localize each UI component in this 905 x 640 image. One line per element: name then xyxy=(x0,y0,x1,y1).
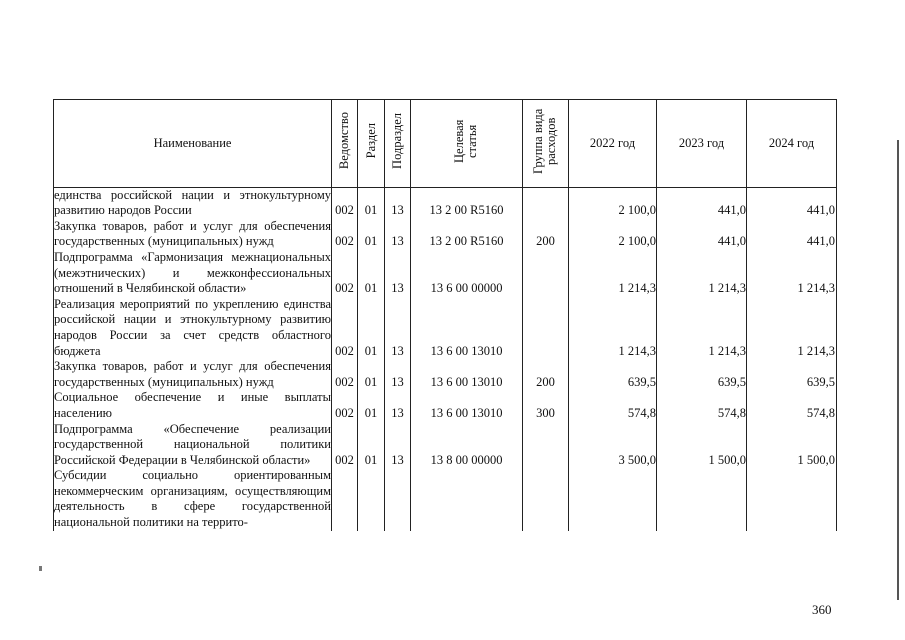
row-value-2024: 574,8 xyxy=(747,390,837,421)
row-article: 13 6 00 00000 xyxy=(411,250,523,297)
row-article: 13 2 00 R5160 xyxy=(411,187,523,219)
row-value-2022: 3 500,0 xyxy=(569,422,657,469)
row-value-2023: 441,0 xyxy=(657,219,747,250)
row-dept: 002 xyxy=(332,187,358,219)
row-subsection: 13 xyxy=(385,219,411,250)
table-row xyxy=(54,187,837,219)
table-header-row xyxy=(54,100,837,188)
row-group: 300 xyxy=(523,390,569,421)
row-value-2022 xyxy=(569,468,657,530)
row-name: Подпрограмма «Гармонизация межнациональных (межэтнических) и межконфессиональных отношений в Челябинской области» xyxy=(54,249,331,296)
row-group xyxy=(523,297,569,359)
row-value-2022: 574,8 xyxy=(569,390,657,421)
header-subsection: Подраздел xyxy=(385,100,411,188)
row-name: Закупка товаров, работ и услуг для обеспечения государственных (муниципальных) нужд xyxy=(54,218,331,249)
row-section xyxy=(358,468,385,530)
row-value-2022: 1 214,3 xyxy=(569,250,657,297)
budget-table xyxy=(53,99,837,531)
row-name: Закупка товаров, работ и услуг для обеспечения государственных (муниципальных) нужд xyxy=(54,359,331,389)
row-section: 01 xyxy=(358,187,385,219)
row-subsection: 13 xyxy=(385,422,411,469)
scan-mark xyxy=(39,566,42,571)
row-value-2023: 1 214,3 xyxy=(657,250,747,297)
row-value-2023 xyxy=(657,468,747,530)
row-group xyxy=(523,468,569,530)
row-value-2024: 639,5 xyxy=(747,359,837,390)
header-expense-group: Группа вида расходов xyxy=(523,100,569,188)
row-dept xyxy=(332,468,358,530)
row-value-2024: 1 500,0 xyxy=(747,422,837,469)
row-value-2023: 1 214,3 xyxy=(657,297,747,359)
row-dept: 002 xyxy=(332,359,358,390)
row-dept: 002 xyxy=(332,297,358,359)
row-value-2022: 2 100,0 xyxy=(569,187,657,219)
row-name: Субсидии социально ориентированным некоммерческим организациям, осуществляющим деятельность в сфере государственной национальной политики на террито- xyxy=(54,468,331,530)
row-subsection: 13 xyxy=(385,359,411,390)
table-row xyxy=(54,422,837,469)
row-dept: 002 xyxy=(332,422,358,469)
header-2024: 2024 год xyxy=(747,100,837,188)
page-number: 360 xyxy=(812,602,832,617)
row-section: 01 xyxy=(358,219,385,250)
row-group: 200 xyxy=(523,359,569,390)
table-row xyxy=(54,468,837,530)
row-section: 01 xyxy=(358,250,385,297)
row-section: 01 xyxy=(358,390,385,421)
row-article: 13 8 00 00000 xyxy=(411,422,523,469)
row-name: Реализация мероприятий по укреплению единства российской нации и этнокультурному развитию народов России за счет средств областного бюджета xyxy=(54,296,331,358)
row-value-2023: 639,5 xyxy=(657,359,747,390)
row-section: 01 xyxy=(358,422,385,469)
row-value-2024: 441,0 xyxy=(747,219,837,250)
row-group xyxy=(523,422,569,469)
row-section: 01 xyxy=(358,359,385,390)
row-dept: 002 xyxy=(332,219,358,250)
header-department: Ведомство xyxy=(332,100,358,188)
row-name: Подпрограмма «Обеспечение реализации государственной национальной политики Российской Федерации в Челябинской области» xyxy=(54,421,331,467)
row-dept: 002 xyxy=(332,390,358,421)
row-value-2023: 1 500,0 xyxy=(657,422,747,469)
row-subsection: 13 xyxy=(385,187,411,219)
table-row xyxy=(54,219,837,250)
row-value-2024: 441,0 xyxy=(747,187,837,219)
header-name: Наименование xyxy=(54,100,332,188)
row-value-2024: 1 214,3 xyxy=(747,297,837,359)
header-target-article: Целевая статья xyxy=(411,100,523,188)
row-group xyxy=(523,250,569,297)
row-value-2022: 2 100,0 xyxy=(569,219,657,250)
row-article xyxy=(411,468,523,530)
row-article: 13 2 00 R5160 xyxy=(411,219,523,250)
row-section: 01 xyxy=(358,297,385,359)
row-value-2022: 1 214,3 xyxy=(569,297,657,359)
row-subsection: 13 xyxy=(385,250,411,297)
row-value-2023: 574,8 xyxy=(657,390,747,421)
row-subsection: 13 xyxy=(385,390,411,421)
header-section: Раздел xyxy=(358,100,385,188)
row-article: 13 6 00 13010 xyxy=(411,359,523,390)
row-article: 13 6 00 13010 xyxy=(411,297,523,359)
row-value-2024: 1 214,3 xyxy=(747,250,837,297)
row-article: 13 6 00 13010 xyxy=(411,390,523,421)
table-row xyxy=(54,359,837,390)
row-value-2024 xyxy=(747,468,837,530)
table-row xyxy=(54,250,837,297)
row-group xyxy=(523,187,569,219)
row-value-2023: 441,0 xyxy=(657,187,747,219)
row-name: единства российской нации и этнокультурному развитию народов России xyxy=(54,187,331,218)
row-name: Социальное обеспечение и иные выплаты населению xyxy=(54,390,331,420)
row-subsection xyxy=(385,468,411,530)
table-row xyxy=(54,297,837,359)
row-dept: 002 xyxy=(332,250,358,297)
header-2023: 2023 год xyxy=(657,100,747,188)
header-2022: 2022 год xyxy=(569,100,657,188)
row-group: 200 xyxy=(523,219,569,250)
row-subsection: 13 xyxy=(385,297,411,359)
table-row xyxy=(54,390,837,421)
row-value-2022: 639,5 xyxy=(569,359,657,390)
page-edge-line xyxy=(897,140,899,600)
